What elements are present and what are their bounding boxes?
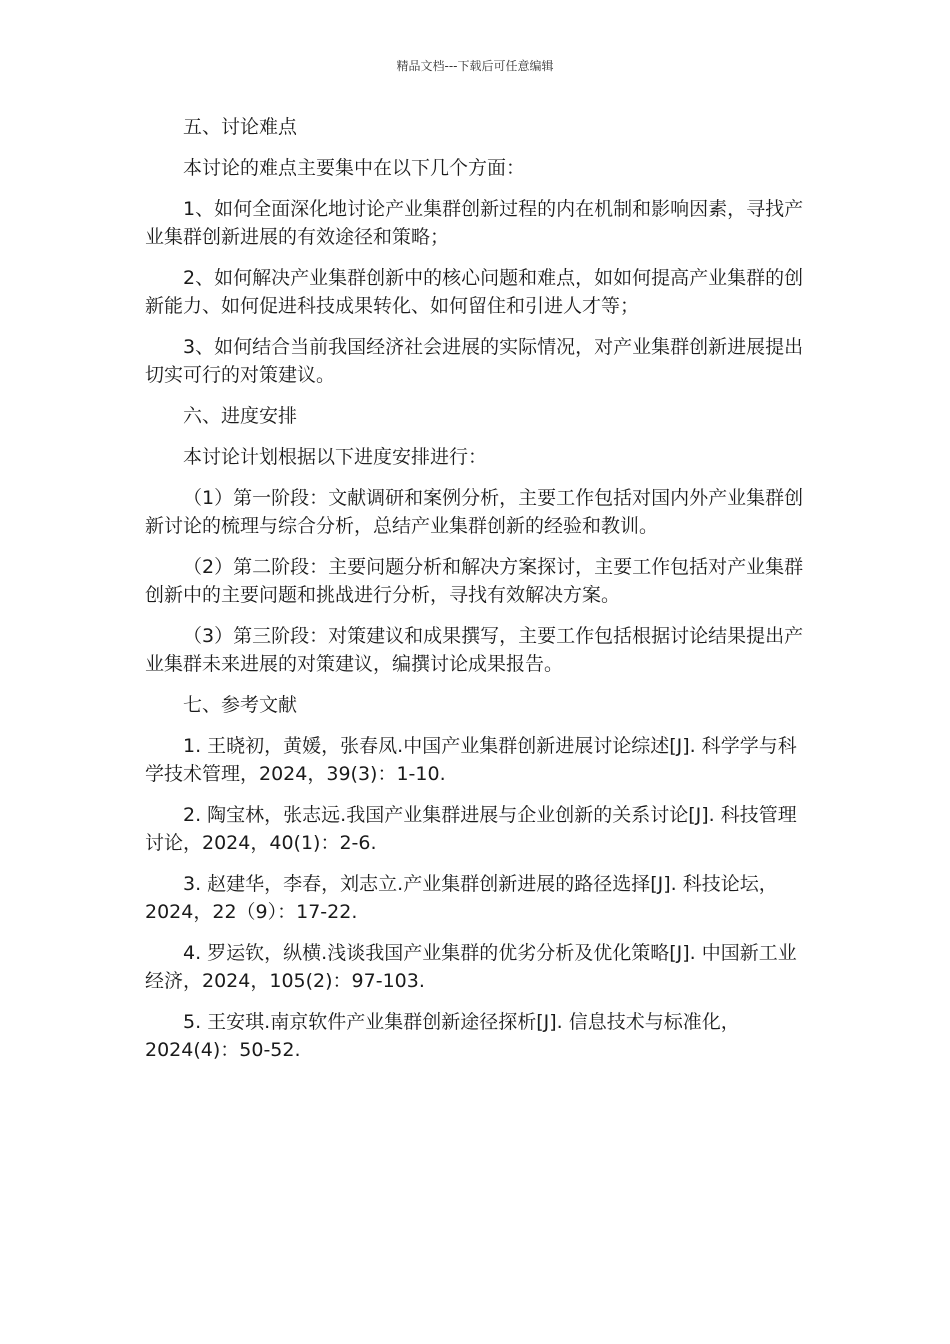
reference-item: 4. 罗运钦，纵横.浅谈我国产业集群的优劣分析及优化策略[J]. 中国新工业经济，2024，105(2)：97-103. xyxy=(145,942,797,992)
reference-item: 1. 王晓初，黄媛，张春凤.中国产业集群创新进展讨论综述[J]. 科学学与科学技术管理，2024，39(3)：1-10. xyxy=(145,735,797,785)
schedule-item: （2）第二阶段：主要问题分析和解决方案探讨，主要工作包括对产业集群创新中的主要问题和挑战进行分析，寻找有效解决方案。 xyxy=(145,556,804,606)
section-title-references: 七、参考文献 xyxy=(183,694,298,716)
reference-item: 2. 陶宝林，张志远.我国产业集群进展与企业创新的关系讨论[J]. 科技管理讨论，2024，40(1)：2-6. xyxy=(145,804,797,854)
reference-item: 3. 赵建华，李春，刘志立.产业集群创新进展的路径选择[J]. 科技论坛，2024，22（9）：17-22. xyxy=(145,873,778,923)
document-body xyxy=(145,113,807,1077)
section-title-schedule: 六、进度安排 xyxy=(183,405,298,427)
difficulty-item: 3、如何结合当前我国经济社会进展的实际情况，对产业集群创新进展提出切实可行的对策建议。 xyxy=(145,336,804,386)
difficulty-item: 1、如何全面深化地讨论产业集群创新过程的内在机制和影响因素，寻找产业集群创新进展的有效途径和策略； xyxy=(145,198,804,248)
schedule-intro: 本讨论计划根据以下进度安排进行： xyxy=(183,446,488,468)
difficulties-intro: 本讨论的难点主要集中在以下几个方面： xyxy=(183,157,526,179)
page-header: 精品文档---下载后可任意编辑 xyxy=(396,59,554,73)
difficulty-item: 2、如何解决产业集群创新中的核心问题和难点，如如何提高产业集群的创新能力、如何促进科技成果转化、如何留住和引进人才等； xyxy=(145,267,804,317)
section-title-difficulties: 五、讨论难点 xyxy=(183,116,298,138)
schedule-item: （1）第一阶段：文献调研和案例分析，主要工作包括对国内外产业集群创新讨论的梳理与综合分析，总结产业集群创新的经验和教训。 xyxy=(145,487,804,537)
reference-item: 5. 王安琪.南京软件产业集群创新途径探析[J]. 信息技术与标准化，2024(4)：50-52. xyxy=(145,1011,740,1061)
schedule-item: （3）第三阶段：对策建议和成果撰写，主要工作包括根据讨论结果提出产业集群未来进展的对策建议，编撰讨论成果报告。 xyxy=(145,625,804,675)
